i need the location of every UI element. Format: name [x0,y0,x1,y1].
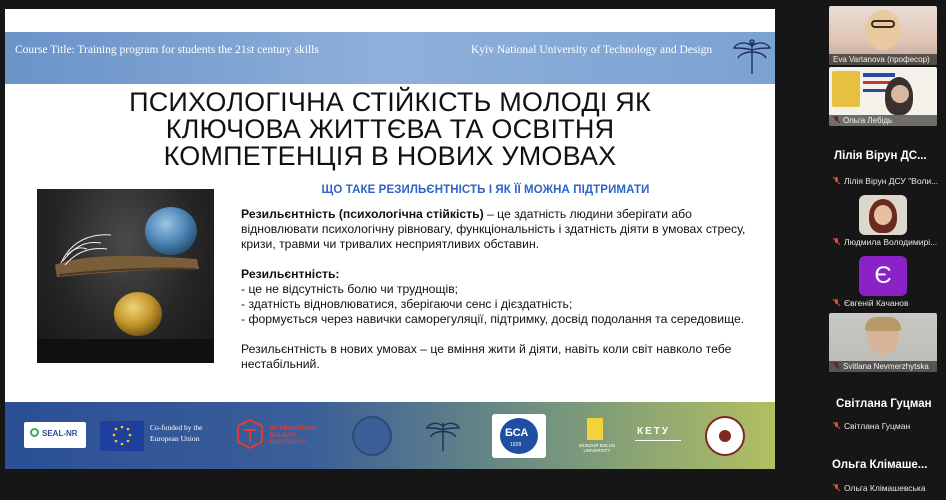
university-name: Kyiv National University of Technology and Design [471,44,713,56]
slide-header [5,32,775,84]
participant-name-olga-lebid: Ольга Лебідь [829,115,937,126]
course-title: Course Title: Training program for students the 21st century skills [15,44,319,56]
bsa-logo [492,414,546,458]
shared-slide [5,9,775,469]
university-crest-icon [705,416,745,456]
university-seal-icon [352,416,392,456]
avatar-initial: Є [874,262,892,289]
closing-paragraph: Резильєнтність в нових умовах – це вміння жити й діяти, навіть коли світ навколо тебе нестабільний. [241,342,732,371]
participant-video-svitlana-n[interactable] [829,313,937,372]
eu-cofunded-text: Co-funded by the European Union [150,423,203,443]
participant-avatar-ludmyla[interactable] [859,195,907,235]
mic-muted-icon [832,483,841,492]
list-heading: Резильєнтність: [241,267,340,281]
participant-display-lilia: Лілія Вірун ДС... [834,150,927,162]
mic-muted-icon [832,421,841,430]
participant-face [865,10,901,50]
list-item: - формується через навички саморегуляції, підтримку, досвід подолання та середовище. [241,312,745,326]
definition-text: – це здатність людини зберігати або відновлювати психологічну рівновагу, функціональність і здатність діяти в умовах стресу, кризи, травми чи тривалих несприятливих обставин. [241,207,746,251]
participant-avatar-evgeniy[interactable] [859,256,907,296]
resilience-list [241,267,761,327]
munzur-book-icon [587,418,603,440]
slide-body [241,207,761,387]
title-line-1: ПСИХОЛОГІЧНА СТІЙКІСТЬ МОЛОДІ ЯК [129,87,651,117]
institute-logo-icon [832,71,860,107]
participant-name-evgeniy: Євгеній Качанов [844,298,909,308]
participant-name-lilia: Лілія Вірун ДСУ "Воли... [844,176,939,186]
section-subheading: ЩО ТАКЕ РЕЗИЛЬЄНТНІСТЬ І ЯК ЇЇ МОЖНА ПІДТРИМАТИ [321,184,650,196]
knutd-logo-icon [732,36,772,78]
participant-name-svitlana-n: Svitlana Nevmerzhytska [829,361,937,372]
mic-muted-icon [832,176,841,185]
seal-nr-logo [24,422,86,448]
ketu-logo [633,424,683,452]
participant-video-eva[interactable] [829,6,937,65]
knutd-footer-logo-icon [425,417,461,455]
title-line-3: КОМПЕТЕНЦІЯ В НОВИХ УМОВАХ [163,141,617,171]
participant-display-svitlana: Світлана Гуцман [836,398,932,410]
partner-logos-footer [5,402,775,469]
slide-title [45,89,735,170]
participants-sidebar [782,0,946,500]
balance-illustration-icon [37,189,214,363]
munzur-logo [575,418,619,458]
ibu-logo [234,418,334,454]
participant-name-svitlana: Світлана Гуцман [844,421,911,431]
bsa-year: 1928 [510,442,522,448]
list-item: - здатність відновлюватися, зберігаючи сенс і дієздатність; [241,297,573,311]
title-line-2: КЛЮЧОВА ЖИТТЄВА ТА ОСВІТНЯ [165,114,615,144]
seal-nr-label: SEAL-NR [42,429,78,438]
balance-stones-image [37,189,214,363]
seal-icon [30,428,39,437]
ketu-label: КЕТУ [637,426,671,437]
definition-paragraph [241,207,761,252]
mic-muted-icon [832,237,841,246]
eu-flag-icon [100,421,144,451]
participant-display-olga-k: Ольга Клімаше... [832,459,928,471]
munzur-label: MUNZUR BOLUS UNIVERSITY [578,443,615,453]
ibu-label: INTERNATIONAL BALKAN UNIVERSITY [270,426,319,446]
participant-name-ludmyla: Людмила Володимирі... [844,237,938,247]
glasses-icon [871,20,895,28]
bsa-label: БСА [505,427,529,439]
list-item: - це не відсутність болю чи труднощів; [241,282,459,296]
participant-video-olga-lebid[interactable] [829,67,937,126]
mic-muted-icon [832,298,841,307]
ibu-emblem-icon [234,418,266,450]
participant-name-olga-k: Ольга Клімашевська [844,483,926,493]
definition-term: Резильєнтність (психологічна стійкість) [241,207,484,221]
participant-name-eva: Eva Vartanova (професор) [829,54,937,65]
